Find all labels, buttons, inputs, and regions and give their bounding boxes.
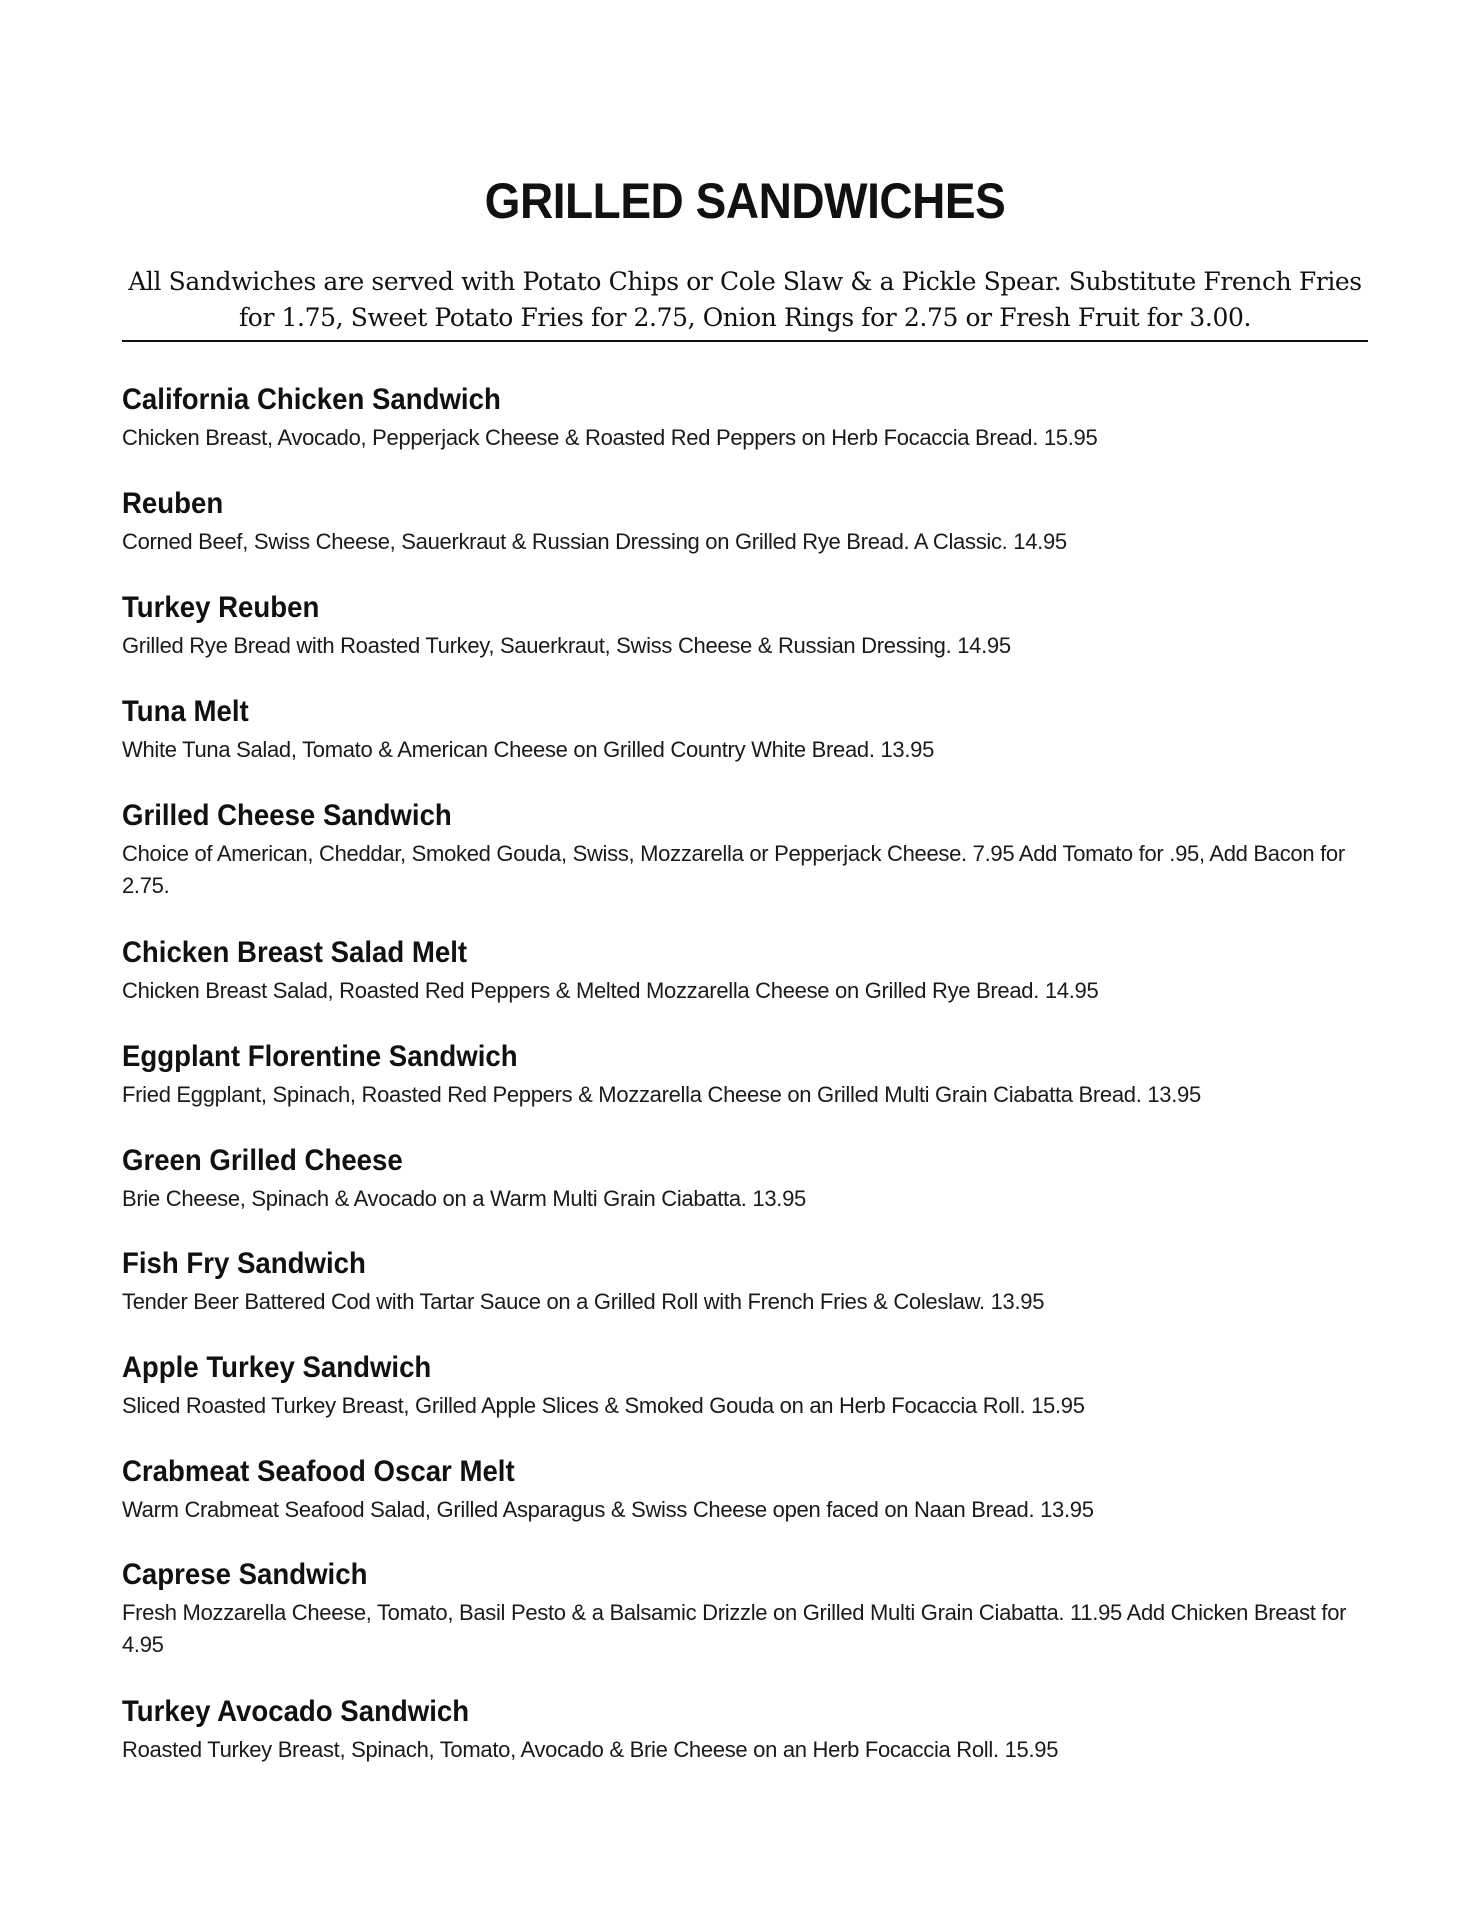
menu-item-desc: Brie Cheese, Spinach & Avocado on a Warm Multi Grain Ciabatta. 13.95 (122, 1186, 806, 1211)
menu-item-name: Chicken Breast Salad Melt (122, 936, 468, 969)
menu-item-name: Fish Fry Sandwich (122, 1247, 366, 1280)
menu-item (122, 1346, 1368, 1422)
menu-item (122, 690, 1368, 766)
menu-item (122, 378, 1368, 454)
menu-item-name: Crabmeat Seafood Oscar Melt (122, 1455, 515, 1488)
menu-item (122, 1690, 1368, 1766)
menu-item-desc: Fresh Mozzarella Cheese, Tomato, Basil Pesto & a Balsamic Drizzle on Grilled Multi Grain Ciabatta. 11.95 Add Chicken Breast for 4.95 (122, 1600, 1347, 1657)
menu-item-desc: Chicken Breast, Avocado, Pepperjack Cheese & Roasted Red Peppers on Herb Focaccia Bread. 15.95 (122, 425, 1098, 450)
menu-item-name: Reuben (122, 487, 224, 520)
divider (122, 340, 1368, 342)
menu-item (122, 1035, 1368, 1111)
page-title: GRILLED SANDWICHES (484, 173, 1006, 229)
menu-item-desc: White Tuna Salad, Tomato & American Cheese on Grilled Country White Bread. 13.95 (122, 737, 935, 762)
menu-item (122, 794, 1368, 902)
menu-item-desc: Roasted Turkey Breast, Spinach, Tomato, Avocado & Brie Cheese on an Herb Focaccia Roll. 15.95 (122, 1737, 1059, 1762)
menu-item (122, 1139, 1368, 1215)
menu-item-name: Eggplant Florentine Sandwich (122, 1040, 518, 1073)
menu-item (122, 586, 1368, 662)
menu-item-name: California Chicken Sandwich (122, 383, 501, 416)
menu-item-desc: Warm Crabmeat Seafood Salad, Grilled Asparagus & Swiss Cheese open faced on Naan Bread. 13.95 (122, 1497, 1094, 1522)
menu-item (122, 482, 1368, 558)
menu-item-desc: Chicken Breast Salad, Roasted Red Peppers & Melted Mozzarella Cheese on Grilled Rye Bread. 14.95 (122, 978, 1099, 1003)
menu-item-desc: Choice of American, Cheddar, Smoked Gouda, Swiss, Mozzarella or Pepperjack Cheese. 7.95 Add Tomato for .95, Add Bacon for 2.75. (122, 841, 1345, 898)
menu-item (122, 1450, 1368, 1526)
menu-item (122, 1242, 1368, 1318)
menu-item-name: Turkey Avocado Sandwich (122, 1695, 470, 1728)
menu-item (122, 1553, 1368, 1661)
menu-item-name: Grilled Cheese Sandwich (122, 799, 452, 832)
menu-item-desc: Sliced Roasted Turkey Breast, Grilled Apple Slices & Smoked Gouda on an Herb Focaccia Roll. 15.95 (122, 1393, 1085, 1418)
menu-item-name: Caprese Sandwich (122, 1558, 368, 1591)
menu-item-name: Green Grilled Cheese (122, 1144, 403, 1177)
menu-item-desc: Corned Beef, Swiss Cheese, Sauerkraut & Russian Dressing on Grilled Rye Bread. A Classic. 14.95 (122, 529, 1067, 554)
menu-item-desc: Grilled Rye Bread with Roasted Turkey, Sauerkraut, Swiss Cheese & Russian Dressing. 14.95 (122, 633, 1011, 658)
menu-item-desc: Tender Beer Battered Cod with Tartar Sauce on a Grilled Roll with French Fries & Coleslaw. 13.95 (122, 1289, 1045, 1314)
menu-item-name: Apple Turkey Sandwich (122, 1351, 432, 1384)
menu-item-name: Turkey Reuben (122, 591, 320, 624)
menu-item-desc: Fried Eggplant, Spinach, Roasted Red Peppers & Mozzarella Cheese on Grilled Multi Grain Ciabatta Bread. 13.95 (122, 1082, 1201, 1107)
menu-intro: All Sandwiches are served with Potato Chips or Cole Slaw & a Pickle Spear. Substitute French Fries for 1.75, Sweet Potato Fries for 2.75, Onion Rings for 2.75 or Fresh Fruit for 3.00. (128, 267, 1362, 332)
menu-item (122, 931, 1368, 1007)
menu-item-name: Tuna Melt (122, 695, 249, 728)
